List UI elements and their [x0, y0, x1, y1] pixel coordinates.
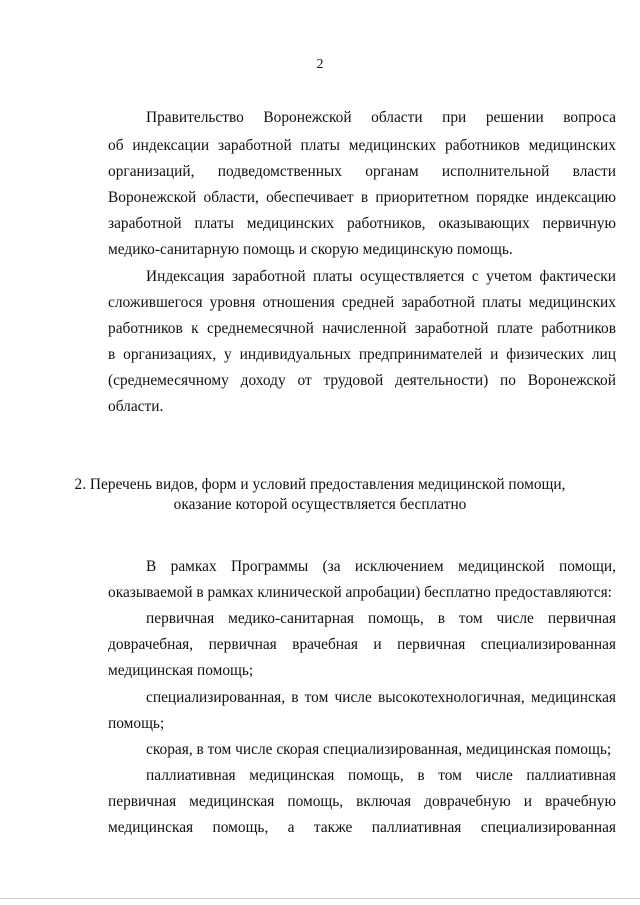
page-bottom-edge [0, 898, 640, 899]
list-item-2-line-1: специализированная, в том числе высокотехнологичная, медицинская [146, 689, 616, 706]
page-number: 2 [316, 57, 324, 72]
list-item-4-line-2: первичная медицинская помощь, включая доврачебную и врачебную [108, 793, 616, 810]
paragraph-2-line-3: работников к среднемесячной начисленной заработной плате работников [108, 320, 616, 337]
paragraph-3-line-2: оказываемой в рамках клинической апробации) бесплатно предоставляются: [108, 584, 612, 601]
paragraph-2-line-5: (среднемесячному доходу от трудовой деятельности) по Воронежской [108, 372, 616, 389]
paragraph-2-line-6: области. [108, 398, 164, 415]
section-heading-line-2: оказание которой осуществляется бесплатно [173, 496, 467, 513]
paragraph-1-line-2: об индексации заработной платы медицинских работников медицинских [108, 137, 616, 154]
list-item-4-line-1: паллиативная медицинская помощь, в том числе паллиативная [146, 767, 616, 784]
paragraph-1-line-3: организаций, подведомственных органам исполнительной власти [108, 163, 616, 180]
paragraph-2-line-4: в организациях, у индивидуальных предпринимателей и физических лиц [108, 346, 616, 363]
paragraph-3-line-1: В рамках Программы (за исключением медицинской помощи, [146, 558, 616, 575]
list-item-1-line-2: доврачебная, первичная врачебная и первичная специализированная [108, 636, 616, 653]
list-item-1-line-3: медицинская помощь; [108, 662, 254, 679]
paragraph-2-line-2: сложившегося уровня отношения средней заработной платы медицинских [108, 294, 616, 311]
list-item-3-line-1: скорая, в том числе скорая специализированная, медицинская помощь; [146, 741, 612, 758]
list-item-2-line-2: помощь; [108, 715, 165, 732]
paragraph-1-line-1: Правительство Воронежской области при решении вопроса [146, 109, 616, 126]
paragraph-2-line-1: Индексация заработной платы осуществляется с учетом фактически [146, 268, 616, 285]
paragraph-1-line-5: заработной платы медицинских работников, оказывающих первичную [108, 215, 616, 232]
list-item-4-line-3: медицинская помощь, а также паллиативная специализированная [108, 819, 616, 836]
paragraph-1-line-6: медико-санитарную помощь и скорую медицинскую помощь. [108, 241, 513, 258]
paragraph-1-line-4: Воронежской области, обеспечивает в приоритетном порядке индексацию [108, 189, 616, 206]
list-item-1-line-1: первичная медико-санитарная помощь, в том числе первичная [146, 610, 616, 627]
section-heading-line-1: 2. Перечень видов, форм и условий предоставления медицинской помощи, [74, 476, 566, 493]
